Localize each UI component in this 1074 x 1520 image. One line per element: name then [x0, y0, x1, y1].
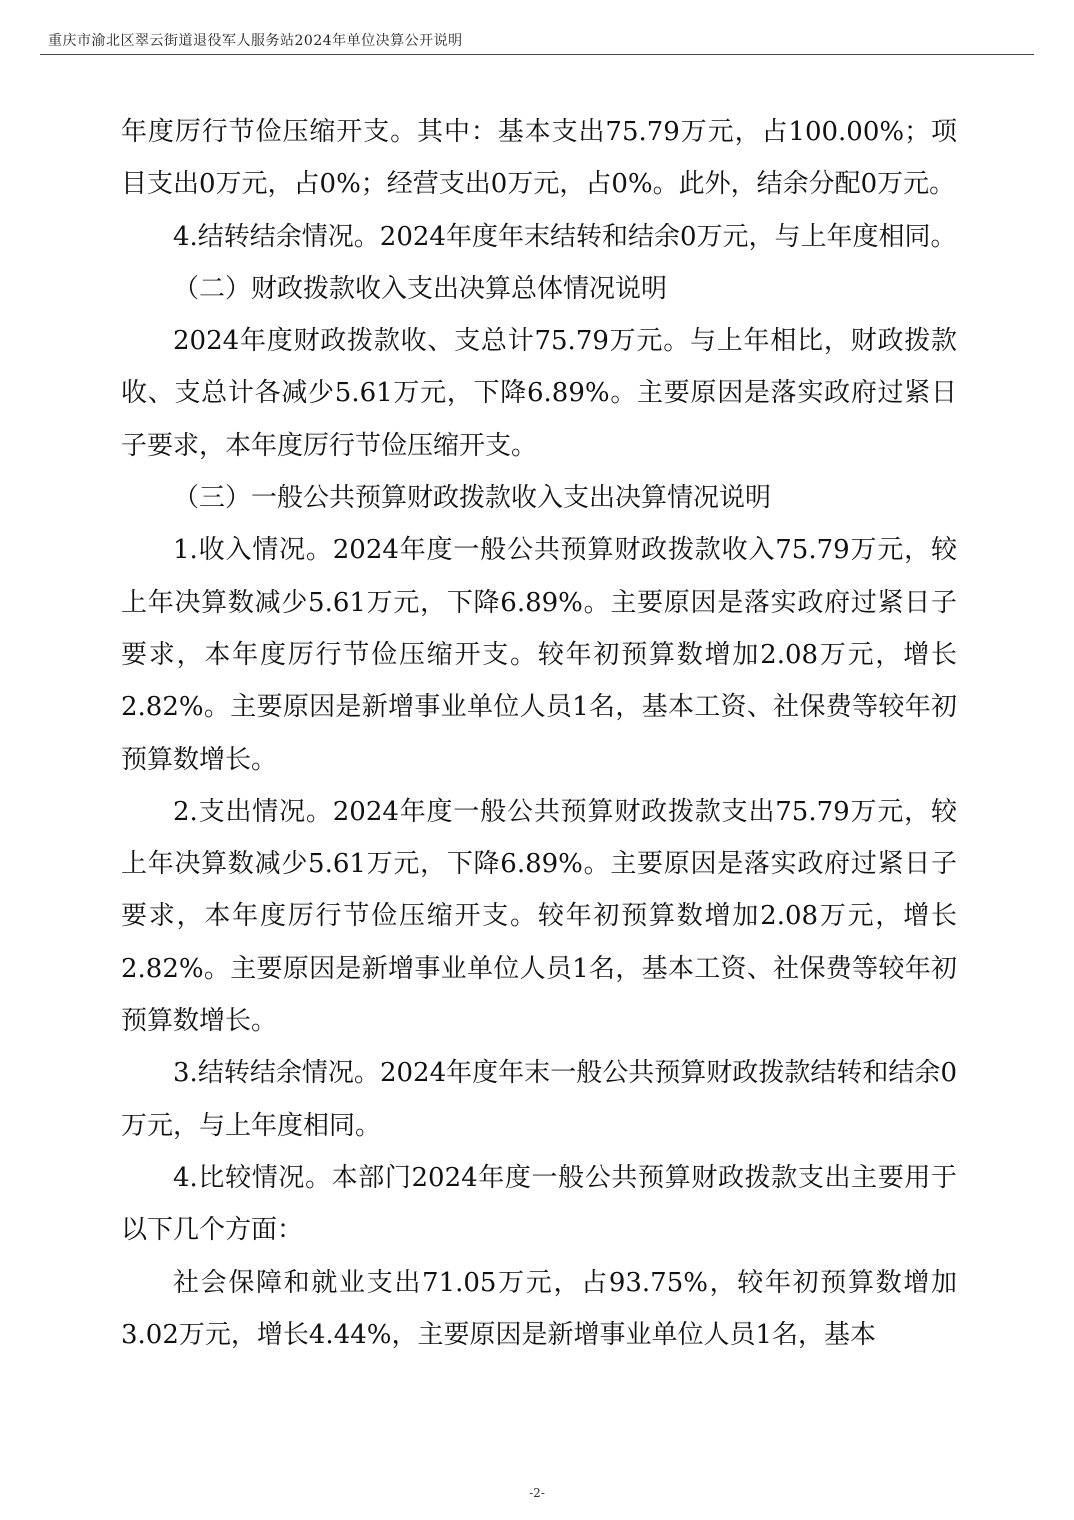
section-heading-general-budget: （三）一般公共预算财政拨款收入支出决算情况说明 [173, 483, 772, 514]
paragraph-social-security: 社会保障和就业支出71.05万元，占93.75%，较年初预算数增加3.02万元，增长4.44%，主要原因是新增事业单位人员1名，基本 [121, 1267, 957, 1350]
page-number: -2- [529, 1486, 545, 1500]
paragraph-comparison: 4.比较情况。本部门2024年度一般公共预算财政拨款支出主要用于以下几个方面： [121, 1162, 957, 1246]
section-heading-fiscal-overview: （二）财政拨款收入支出决算总体情况说明 [173, 273, 668, 304]
paragraph-balance: 3.结转结余情况。2024年度年末一般公共预算财政拨款结转和结余0万元，与上年度相同。 [121, 1058, 957, 1141]
paragraph-carryover: 4.结转结余情况。2024年度年末结转和结余0万元，与上年度相同。 [173, 221, 957, 252]
paragraph-fiscal-overview: 2024年度财政拨款收、支总计75.79万元。与上年相比，财政拨款收、支总计各减少5.61万元，下降6.89%。主要原因是落实政府过紧日子要求，本年度厉行节俭压缩开支。 [121, 326, 957, 461]
document-body [121, 106, 957, 1361]
page-header: 重庆市渝北区翠云街道退役军人服务站2024年单位决算公开说明 [48, 33, 463, 49]
paragraph-income: 1.收入情况。2024年度一般公共预算财政拨款收入75.79万元，较上年决算数减少5.61万元，下降6.89%。主要原因是落实政府过紧日子要求，本年度厉行节俭压缩开支。较年初预算数增加2.08万元，增长2.82%。主要原因是新增事业单位人员1名，基本工资、社保费等较年初预算数增长。 [121, 535, 957, 775]
header-divider [40, 54, 1034, 55]
paragraph-expenditure-continuation: 年度厉行节俭压缩开支。其中：基本支出75.79万元，占100.00%；项目支出0万元，占0%；经营支出0万元，占0%。此外，结余分配0万元。 [121, 117, 957, 200]
paragraph-expense: 2.支出情况。2024年度一般公共预算财政拨款支出75.79万元，较上年决算数减少5.61万元，下降6.89%。主要原因是落实政府过紧日子要求，本年度厉行节俭压缩开支。较年初预算数增加2.08万元，增长2.82%。主要原因是新增事业单位人员1名，基本工资、社保费等较年初预算数增长。 [121, 796, 957, 1037]
